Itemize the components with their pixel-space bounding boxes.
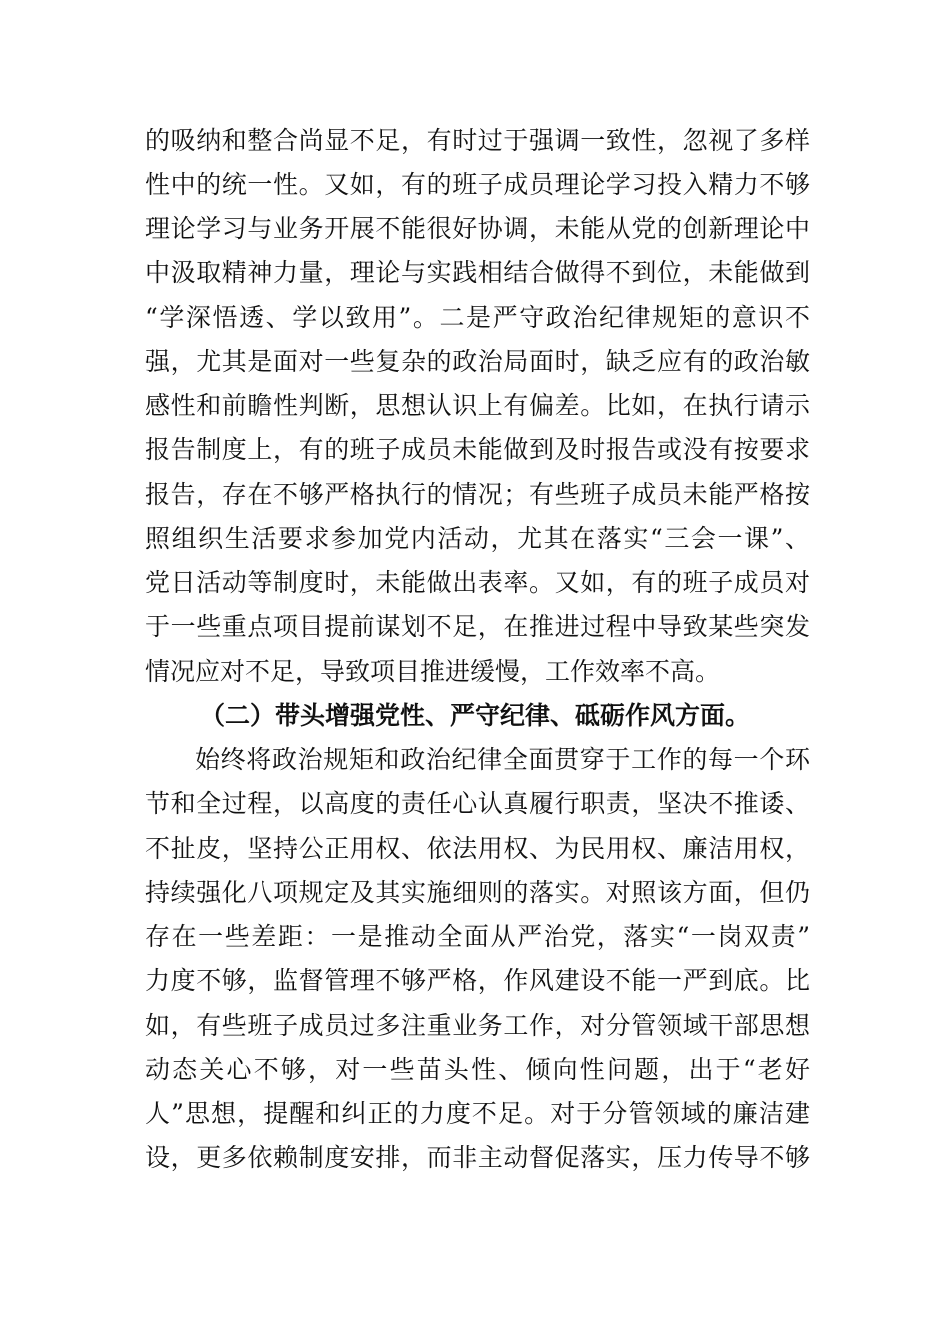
text-line: 于一些重点项目提前谋划不足，在推进过程中导致某些突发 [145,612,810,641]
text-line: 报告制度上，有的班子成员未能做到及时报告或没有按要求 [145,435,810,464]
text-line: 的吸纳和整合尚显不足，有时过于强调一致性，忽视了多样 [145,126,810,155]
text-line: 动态关心不够，对一些苗头性、倾向性问题，出于“老好 [145,1055,810,1084]
text-line: 党日活动等制度时，未能做出表率。又如，有的班子成员对 [145,568,810,597]
text-line: 设，更多依赖制度安排，而非主动督促落实，压力传导不够 [145,1143,810,1172]
text-line: 存在一些差距：一是推动全面从严治党，落实“一岗双责” [145,922,810,951]
text-line: 情况应对不足，导致项目推进缓慢，工作效率不高。 [145,657,721,686]
text-line: 报告，存在不够严格执行的情况；有些班子成员未能严格按 [145,480,810,509]
text-line: 照组织生活要求参加党内活动，尤其在落实“三会一课”、 [145,524,810,553]
text-line: 强，尤其是面对一些复杂的政治局面时，缺乏应有的政治敏 [145,347,810,376]
text-line: 不扯皮，坚持公正用权、依法用权、为民用权、廉洁用权， [145,834,810,863]
text-line: 感性和前瞻性判断，思想认识上有偏差。比如，在执行请示 [145,391,810,420]
text-line: 人”思想，提醒和纠正的力度不足。对于分管领域的廉洁建 [145,1099,810,1128]
text-line: 中汲取精神力量，理论与实践相结合做得不到位，未能做到 [145,258,810,287]
text-line: 始终将政治规矩和政治纪律全面贯穿于工作的每一个环 [195,745,810,774]
text-line: 性中的统一性。又如，有的班子成员理论学习投入精力不够 [145,170,810,199]
text-line: 力度不够，监督管理不够严格，作风建设不能一严到底。比 [145,966,810,995]
text-line: 节和全过程，以高度的责任心认真履行职责，坚决不推诿、 [145,789,810,818]
text-line: 如，有些班子成员过多注重业务工作，对分管领域干部思想 [145,1011,810,1040]
text-line: 理论学习与业务开展不能很好协调，未能从党的创新理论中 [145,214,810,243]
section-heading: （二）带头增强党性、严守纪律、砥砺作风方面。 [200,701,751,730]
text-line: “学深悟透、学以致用”。二是严守政治纪律规矩的意识不 [145,303,810,332]
text-line: 持续强化八项规定及其实施细则的落实。对照该方面，但仍 [145,878,810,907]
